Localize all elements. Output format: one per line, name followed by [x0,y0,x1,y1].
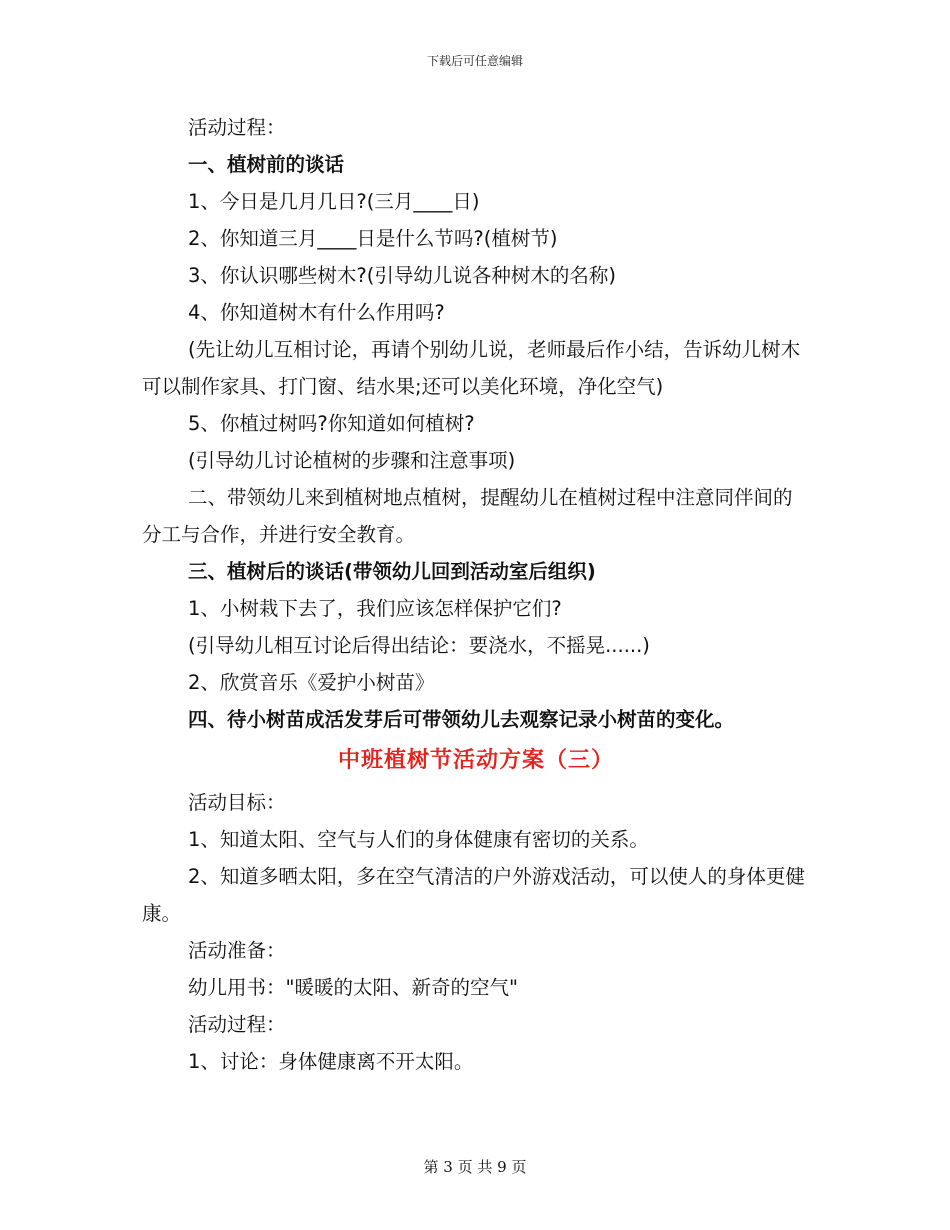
heading-before-planting-talk: 一、植树前的谈话 [188,153,345,176]
question-date: 1、今日是几月几日?(三月____日) [188,190,480,213]
paragraph-conclusion: (引导幼儿相互讨论后得出结论：要浇水，不摇晃......) [188,634,650,657]
paragraph-activity-prep: 活动准备： [188,939,286,962]
question-tree-uses: 4、你知道树木有什么作用吗? [188,301,445,324]
goal-2: 2、知道多晒太阳，多在空气清洁的户外游戏活动，可以使人的身体更健康。 [142,865,805,925]
question-festival: 2、你知道三月____日是什么节吗?(植树节) [188,227,558,250]
page-header: 下载后可任意编辑 [426,54,523,68]
paragraph-lead-to-planting: 二、带领幼儿来到植树地点植树，提醒幼儿在植树过程中注意同伴间的分工与合作，并进行安全教育。 [142,486,793,546]
question-tree-types: 3、你认识哪些树木?(引导幼儿说各种树木的名称) [188,264,616,287]
paragraph-children-book: 幼儿用书："暖暖的太阳、新奇的空气" [188,976,518,999]
paragraph-music: 2、欣赏音乐《爱护小树苗》 [188,671,435,694]
paragraph-planting-steps: (引导幼儿讨论植树的步骤和注意事项) [188,449,516,472]
paragraph-activity-process-2: 活动过程： [188,1013,286,1036]
section-title: 中班植树节活动方案（三） [337,748,614,773]
document-body [142,109,810,1080]
heading-after-planting-talk: 三、植树后的谈话(带领幼儿回到活动室后组织) [188,560,596,583]
question-protect-trees: 1、小树栽下去了，我们应该怎样保护它们? [188,597,562,620]
paragraph-activity-process: 活动过程： [188,116,286,139]
heading-observe-seedlings: 四、待小树苗成活发芽后可带领幼儿去观察记录小树苗的变化。 [188,708,735,731]
paragraph-activity-goals: 活动目标： [188,791,286,814]
goal-1: 1、知道太阳、空气与人们的身体健康有密切的关系。 [188,828,649,851]
paragraph-discussion-summary: (先让幼儿互相讨论，再请个别幼儿说，老师最后作小结，告诉幼儿树木可以制作家具、打门窗、结水果;还可以美化环境，净化空气) [142,338,801,398]
page-footer: 第 3 页 共 9 页 [423,1158,527,1176]
paragraph-discussion-sun: 1、讨论：身体健康离不开太阳。 [188,1050,474,1073]
question-how-to-plant: 5、你植过树吗?你知道如何植树? [188,412,475,435]
